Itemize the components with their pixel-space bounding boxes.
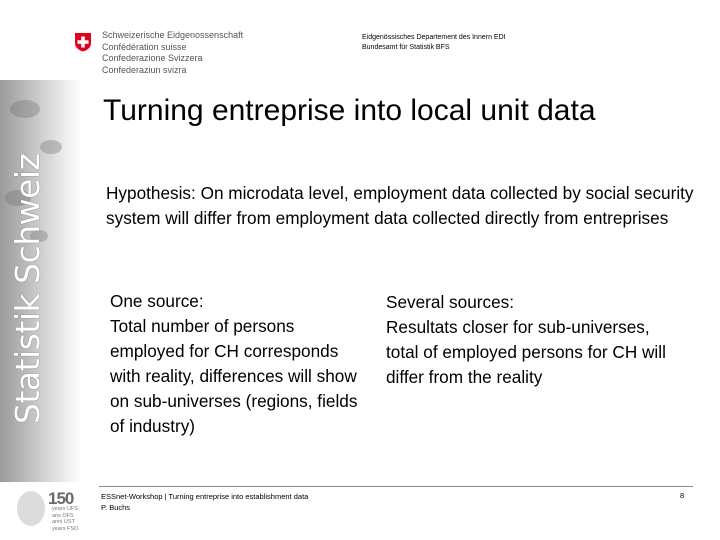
anniversary-line: years UFS [52, 506, 78, 512]
hypothesis-text: Hypothesis: On microdata level, employment data collected by social security system will differ from employment data collected directly from entreprises [106, 183, 694, 228]
confederation-line: Confederazione Svizzera [102, 53, 203, 63]
anniversary-line: ans OFS [52, 512, 74, 519]
footer-text [101, 491, 308, 513]
footer-event: ESSnet-Workshop | Turning entreprise into establishment data [101, 492, 309, 501]
anniversary-line: years FSO [52, 525, 79, 532]
several-sources-heading: Several sources: [386, 292, 515, 312]
swiss-cross-icon [73, 32, 93, 52]
anniversary-logo-mark [17, 491, 45, 526]
office-line: Bundesamt für Statistik BFS [362, 44, 450, 51]
several-sources-column [386, 290, 686, 390]
statistik-schweiz-wordmark: Statistik Schweiz [8, 153, 47, 424]
slide-title: Turning entreprise into local unit data [103, 94, 596, 127]
footer-divider [99, 486, 693, 487]
one-source-heading: One source: [110, 291, 204, 311]
department-line: Eidgenössisches Departement des Innern EDI [362, 34, 506, 41]
department-info [362, 33, 506, 53]
page-number: 8 [680, 491, 685, 500]
side-photo-band [0, 80, 82, 482]
confederation-line: Confédération suisse [102, 41, 187, 52]
footer-author: P. Buchs [101, 503, 131, 512]
anniversary-text [52, 506, 82, 532]
anniversary-number: 150 [48, 489, 74, 508]
one-source-body: Total number of persons employed for CH corresponds with reality, differences will show on sub-universes (regions, fields of industry) [110, 316, 358, 436]
confederation-line: Confederaziun svizra [102, 64, 187, 75]
anniversary-line: anni UST [52, 519, 75, 525]
band-decoration [40, 140, 62, 154]
one-source-column [110, 289, 360, 439]
several-sources-body: Resultats closer for sub-universes, total of employed persons for CH will differ from the reality [386, 317, 666, 387]
band-decoration [10, 100, 40, 118]
confederation-names [102, 30, 243, 76]
confederation-line: Schweizerische Eidgenossenschaft [102, 30, 244, 40]
